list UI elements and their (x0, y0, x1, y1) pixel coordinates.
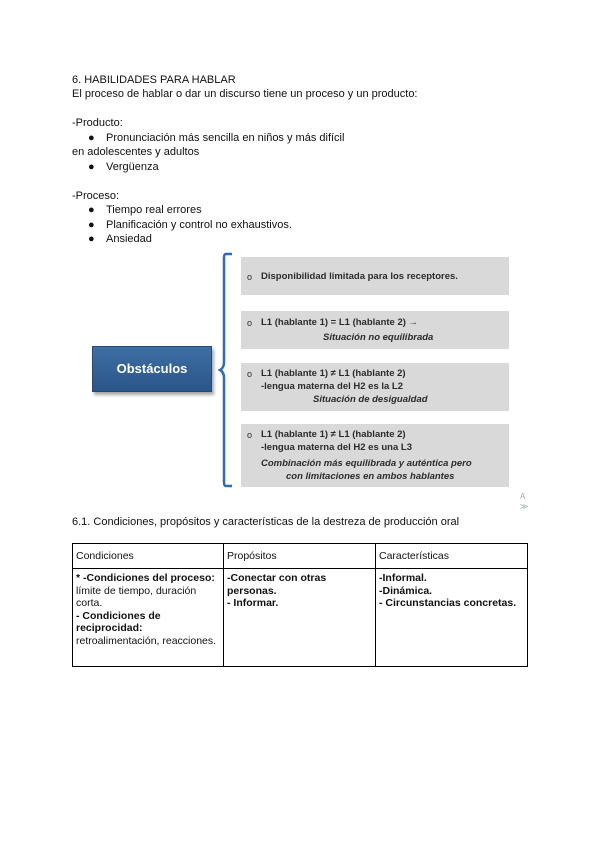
side-marks: A ≫ (520, 492, 529, 511)
propositos-cell: -Conectar con otras personas. - Informar. (224, 569, 376, 667)
bullet-icon: ● (88, 161, 95, 173)
list-item: ● Planificación y control no exhaustivos. (88, 219, 292, 231)
proceso-label: -Proceso: (72, 190, 120, 202)
header-cell: Características (376, 544, 528, 569)
table-header-row (73, 544, 528, 569)
list-item: ● Pronunciación más sencilla en niños y más difícil (88, 132, 345, 144)
obstacle-box-4: o L1 (hablante 1) ≠ L1 (hablante 2) -lengua materna del H2 es una L3 Combinación más equilibrada y auténtica pero con limitaciones en ambos hablantes (241, 424, 509, 487)
list-item-continuation: en adolescentes y adultos (72, 146, 200, 158)
intro-text: El proceso de hablar o dar un discurso tiene un proceso y un producto: (72, 88, 418, 100)
obstacle-box-3: o L1 (hablante 1) ≠ L1 (hablante 2) -lengua materna del H2 es la L2 Situación de desigualdad (241, 363, 509, 411)
circle-bullet-icon: o (247, 318, 253, 328)
list-item: ● Tiempo real errores (88, 204, 202, 216)
obstacle-box-1: o Disponibilidad limitada para los receptores. (241, 257, 509, 295)
brace-icon (218, 252, 242, 488)
bullet-icon: ● (88, 233, 95, 245)
conditions-table (72, 543, 528, 667)
circle-bullet-icon: o (247, 272, 253, 282)
producto-label: -Producto: (72, 117, 123, 129)
section-heading: 6. HABILIDADES PARA HABLAR (72, 74, 236, 86)
list-item: ● Vergüenza (88, 161, 159, 173)
bullet-icon: ● (88, 204, 95, 216)
circle-bullet-icon: o (247, 369, 253, 379)
circle-bullet-icon: o (247, 430, 253, 440)
obstaculos-box: Obstáculos (92, 346, 212, 392)
header-cell: Condiciones (73, 544, 224, 569)
header-cell: Propósitos (224, 544, 376, 569)
section-6-1-heading: 6.1. Condiciones, propósitos y características de la destreza de producción oral (72, 516, 460, 528)
caracteristicas-cell: -Informal. -Dinámica. - Circunstancias concretas. (376, 569, 528, 667)
condiciones-cell: * -Condiciones del proceso: límite de tiempo, duración corta. - Condiciones de reciprocidad: retroalimentación, reacciones. (73, 569, 224, 667)
table-row (73, 569, 528, 667)
bullet-icon: ● (88, 219, 95, 231)
list-item: ● Ansiedad (88, 233, 152, 245)
obstacle-box-2: o L1 (hablante 1) = L1 (hablante 2) → Situación no equilibrada (241, 311, 509, 349)
bullet-icon: ● (88, 132, 95, 144)
